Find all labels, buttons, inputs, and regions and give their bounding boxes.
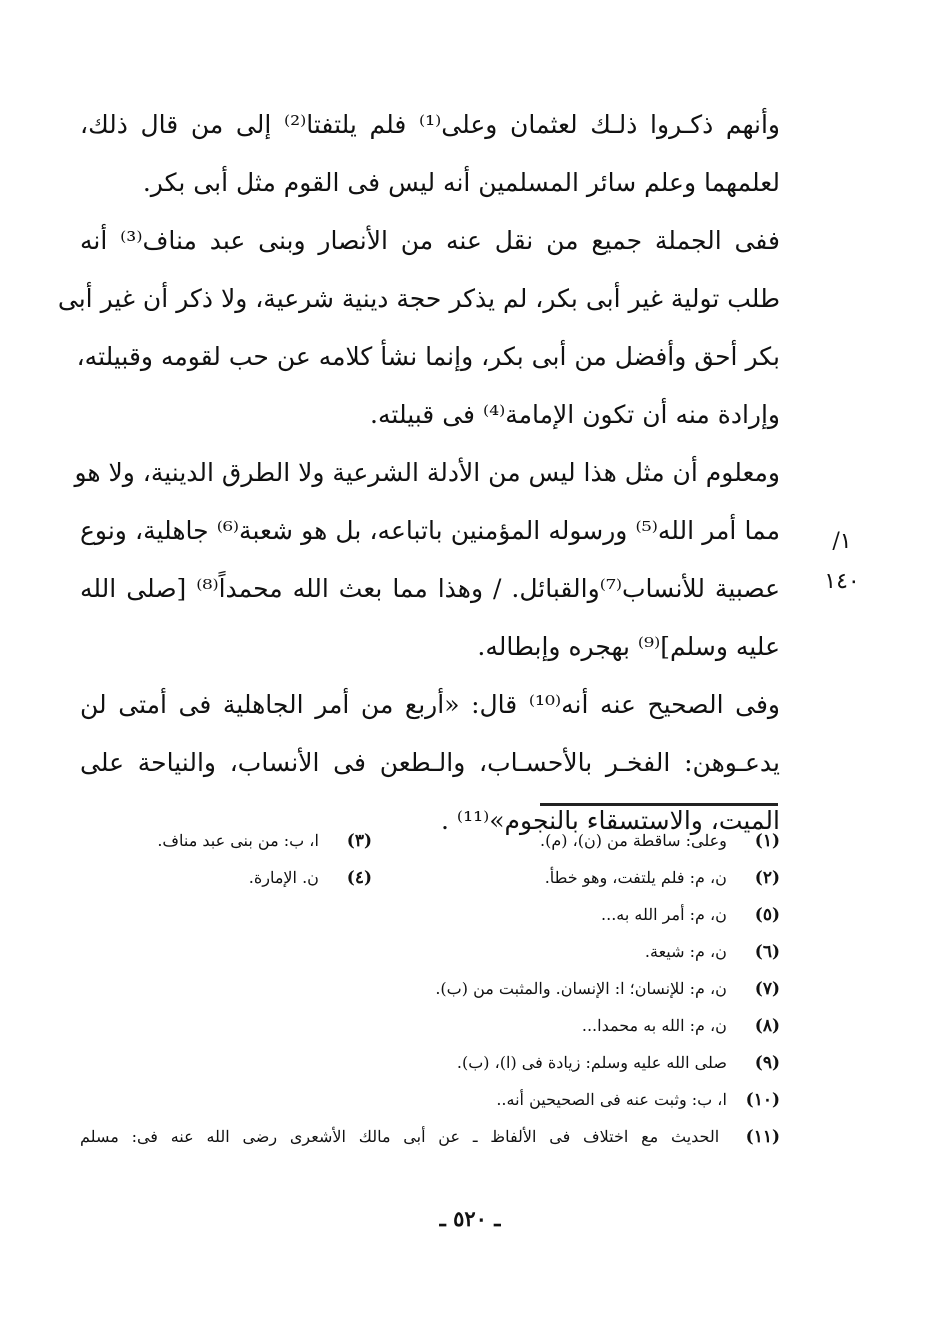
footnote-text: الحديث مع اختلاف فى الألفاظ ـ عن أبى مالك الأشعرى رضى الله عنه فى: مسلم	[80, 1127, 720, 1146]
main-text	[57, 96, 781, 850]
footnote-row	[80, 822, 780, 859]
footnote-text: ن، م: الله به محمدا...	[581, 1016, 727, 1035]
footnote-item	[80, 1118, 780, 1156]
footnote-text: ن. الإمارة.	[248, 868, 319, 887]
footnote-row	[80, 1118, 780, 1155]
footnote-text: ن، م: أمر الله به...	[601, 905, 727, 924]
footnote-text: صلى الله عليه وسلم: زيادة فى (ا)، (ب).	[456, 1053, 727, 1072]
footnote-row	[80, 1044, 780, 1081]
text-line: ومعلوم أن مثل هذا ليس من الأدلة الشرعية ولا الطرق الدينية، ولا هو	[74, 458, 780, 487]
footnote-item	[249, 859, 372, 897]
footnote-item	[645, 933, 780, 971]
footnote-item	[540, 822, 780, 860]
text-line: عصبية للأنساب⁽⁷⁾والقبائل. / وهذا مما بعث الله محمداً⁽⁸⁾ [صلى الله	[80, 574, 781, 603]
footnote-row	[80, 1081, 780, 1118]
footnote-text: ن، م: فلم يلتفت، وهو خطأ.	[544, 868, 727, 887]
text-line: عليه وسلم]⁽⁹⁾ بهجره وإبطاله.	[477, 632, 780, 661]
footnote-number: (١٠)	[745, 1090, 780, 1110]
footnote-text: ا، ب: وثبت عنه فى الصحيحين أنه..	[496, 1090, 727, 1109]
footnote-row	[80, 896, 780, 933]
footnote-item	[496, 1081, 780, 1119]
page-number: ـ ٥٢٠ ـ	[439, 1206, 501, 1231]
footnote-text: ن، م: شيعة.	[644, 942, 727, 961]
footnote-item	[157, 822, 372, 860]
footnote-number: (٦)	[754, 942, 780, 962]
footnote-row	[80, 859, 780, 896]
footnote-item	[601, 896, 780, 934]
footnote-row	[80, 1007, 780, 1044]
footnote-divider	[540, 803, 778, 806]
footnote-number: (١١)	[745, 1127, 781, 1147]
footnote-number: (٩)	[754, 1053, 780, 1073]
text-line: وإرادة منه أن تكون الإمامة⁽⁴⁾ فى قبيلته.	[370, 400, 780, 429]
footnote-text: ا، ب: من بنى عبد مناف.	[157, 831, 319, 850]
text-line: الميت، والاستسقاء بالنجوم»⁽¹¹⁾ .	[441, 806, 780, 835]
footnote-item	[457, 1044, 780, 1082]
footnote-text: ن، م: للإنسان؛ ا: الإنسان. والمثبت من (ب).	[435, 979, 727, 998]
text-line: بكر أحق وأفضل من أبى بكر، وإنما نشأ كلامه عن حب لقومه وقبيلته،	[76, 342, 780, 371]
text-line: لعلمهما وعلم سائر المسلمين أنه ليس فى القوم مثل أبى بكر.	[142, 168, 780, 197]
footnote-number: (٣)	[346, 831, 372, 851]
footnote-number: (٢)	[754, 868, 780, 888]
footnote-row	[80, 970, 780, 1007]
footnote-number: (٤)	[346, 868, 372, 888]
footnote-number: (٨)	[754, 1016, 780, 1036]
footnote-number: (٥)	[754, 905, 780, 925]
text-line: وفى الصحيح عنه أنه⁽¹⁰⁾ قال: «أربع من أمر الجاهلية فى أمتى لن	[80, 690, 780, 719]
footnote-item	[582, 1007, 780, 1045]
margin-page-reference: ١/ ١٤٠	[824, 529, 860, 594]
footnote-number: (٧)	[754, 979, 780, 999]
footnote-item	[435, 970, 780, 1008]
text-line: مما أمر الله⁽⁵⁾ ورسوله المؤمنين باتباعه، بل هو شعبة⁽⁶⁾ جاهلية، ونوع	[80, 516, 780, 545]
text-line: طلب تولية غير أبى بكر، لم يذكر حجة دينية شرعية، ولا ذكر أن غير أبى	[57, 284, 780, 313]
footnotes	[80, 822, 780, 1155]
text-line: ففى الجملة جميع من نقل عنه من الأنصار وبنى عبد مناف⁽³⁾ أنه	[80, 226, 780, 255]
text-line: يدعـوهن: الفخـر بالأحسـاب، والـطعن فى الأنساب، والنياحة على	[80, 748, 780, 777]
text-line: وأنهم ذكـروا ذلـك لعثمان وعلى⁽¹⁾ فلم يلتفتا⁽²⁾ إلى من قال ذلك،	[80, 110, 780, 139]
footnote-text: وعلى: ساقطة من (ن)، (م).	[540, 831, 727, 850]
footnote-item	[545, 859, 780, 897]
footnote-row	[80, 933, 780, 970]
footnote-number: (١)	[754, 831, 780, 851]
